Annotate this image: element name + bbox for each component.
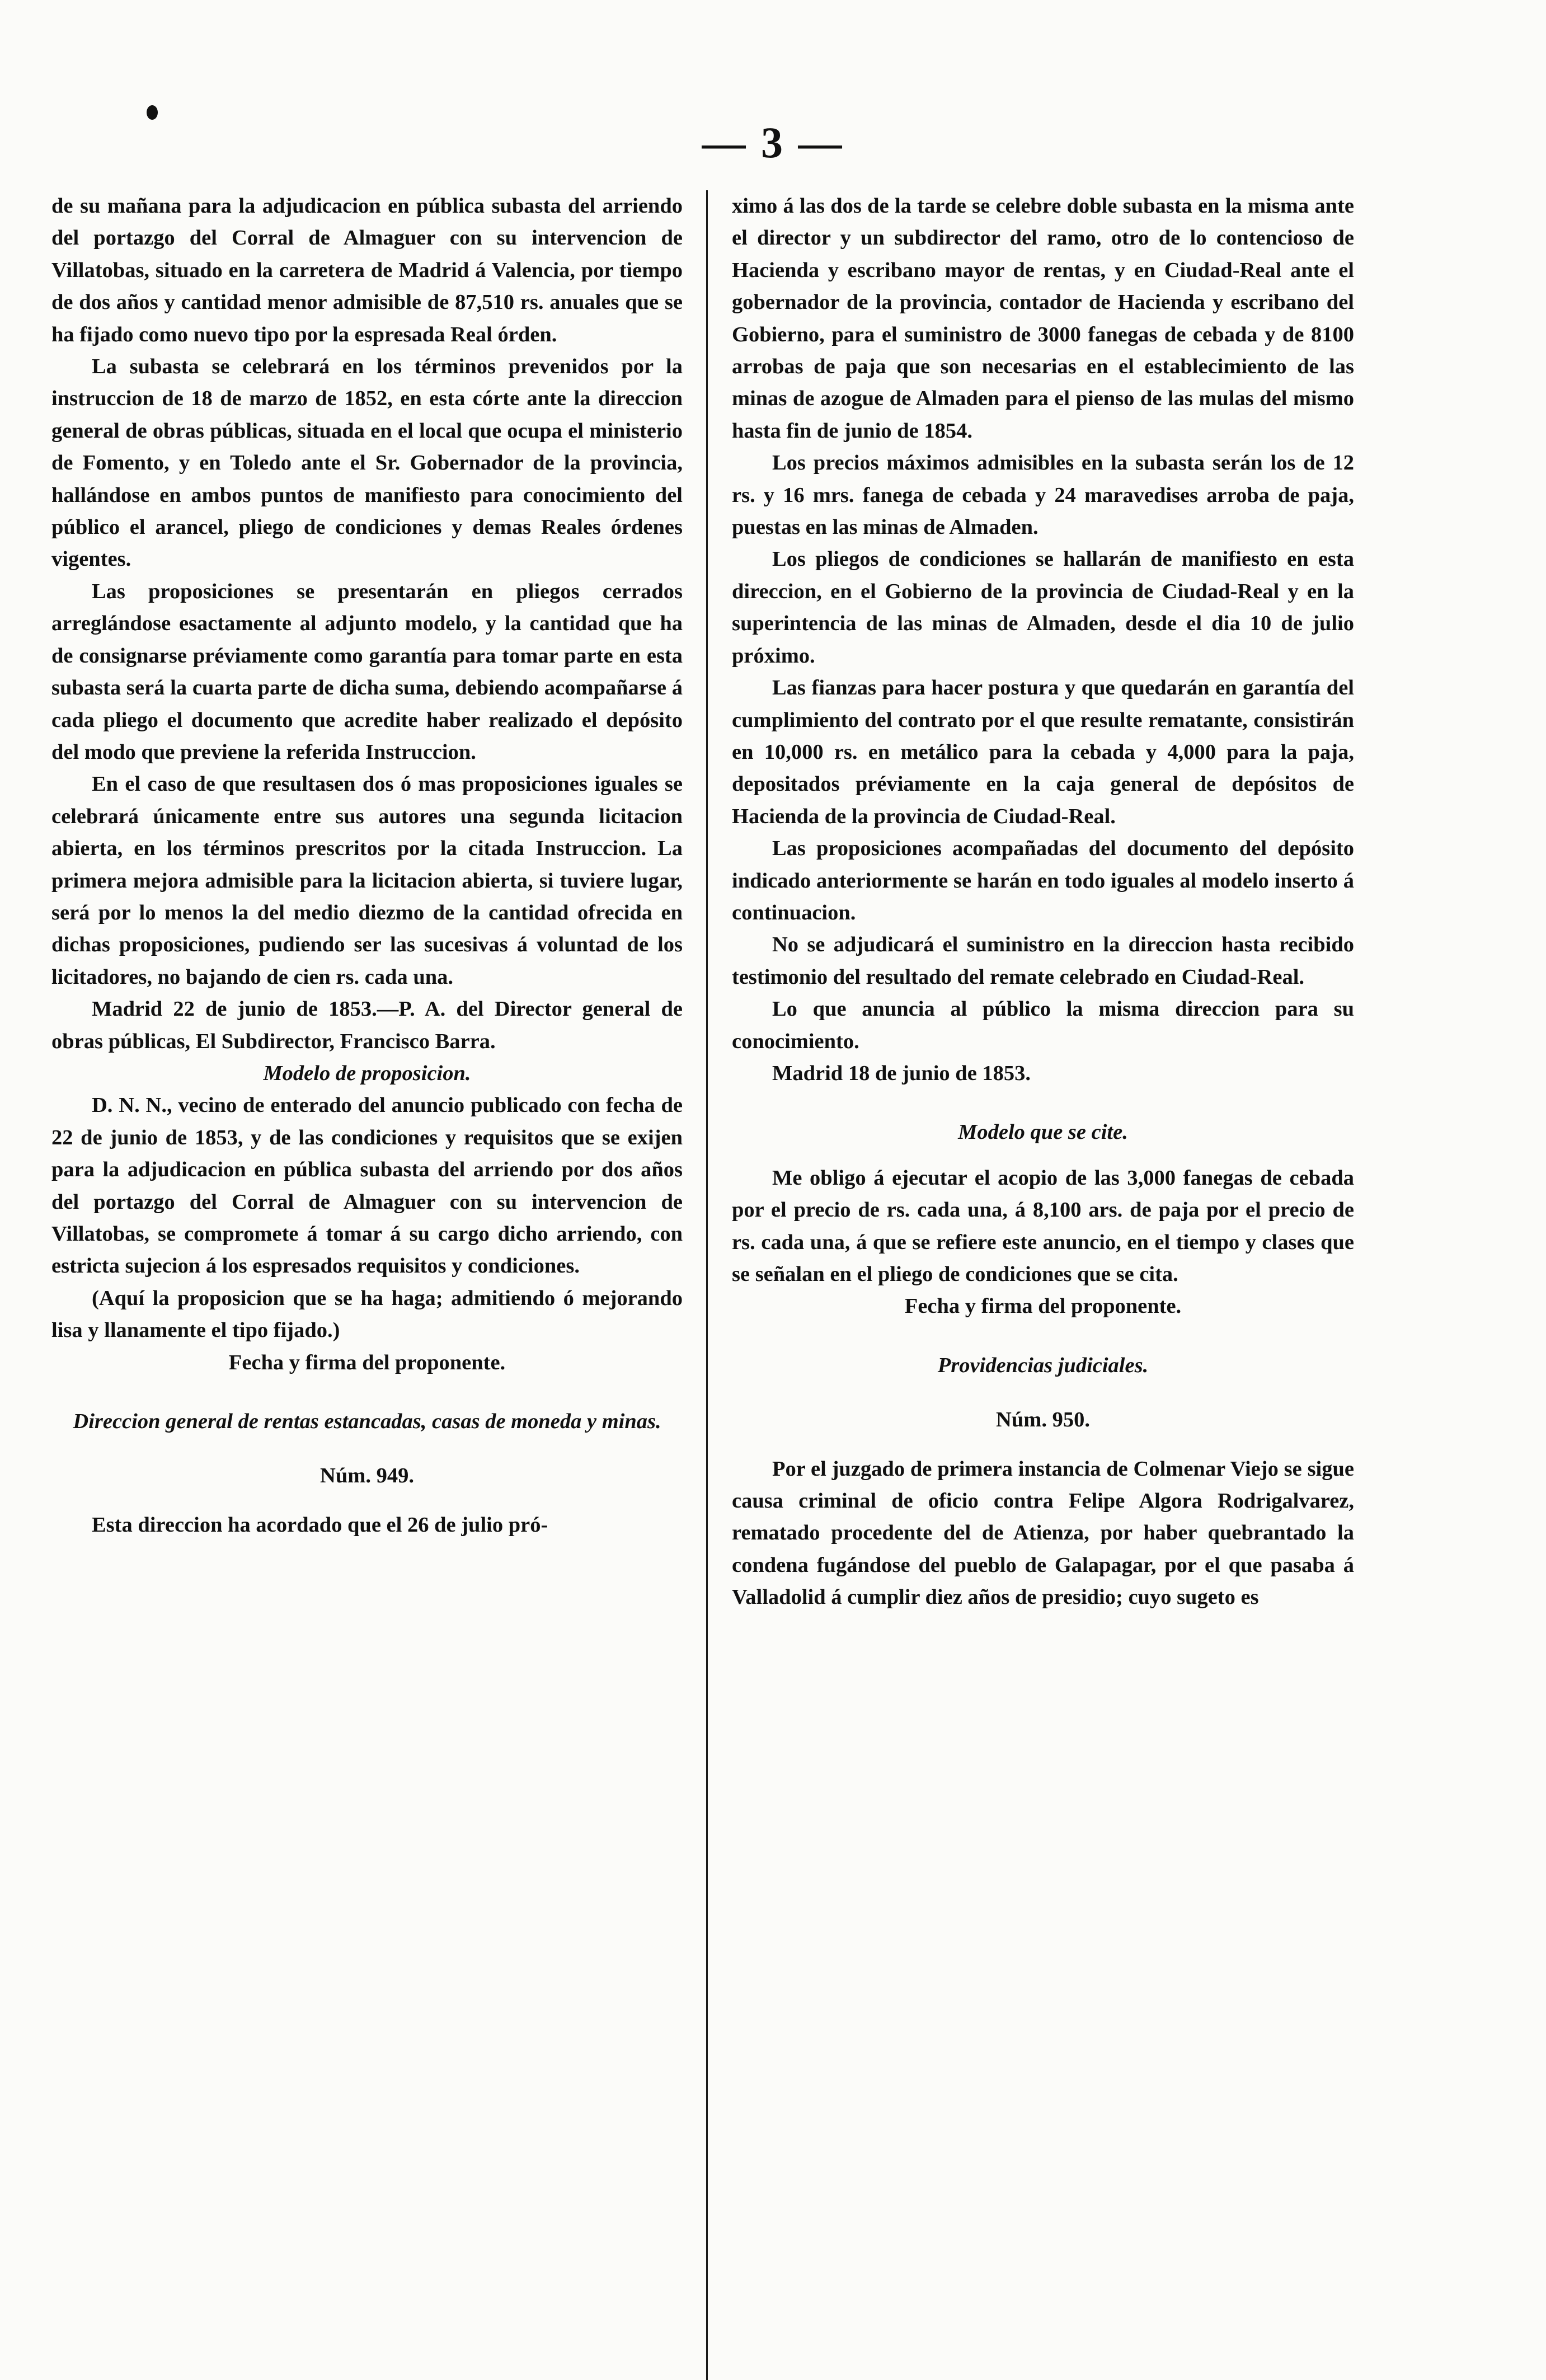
paragraph: Los precios máximos admisibles en la subasta serán los de 12 rs. y 16 mrs. fanega de cebada y 24 maravedises arroba de paja, puestas en las minas de Almaden.: [732, 451, 1354, 539]
spacer: [732, 1149, 1354, 1162]
spacer: [51, 1379, 683, 1406]
paragraph: En el caso de que resultasen dos ó mas proposiciones iguales se celebrará únicamente entre sus autores una segunda licitacion abierta, en los términos prescritos por la citada Instruccion. La primera mejora admisible para la licitacion abierta, si tuviere lugar, será por lo menos la del medio diezmo de la cantidad ofrecida en dichas proposiciones, pudiendo ser las sucesivas á voluntad de los licitadores, no bajando de cien rs. cada una.: [51, 772, 683, 989]
right-column: [732, 190, 1354, 1614]
paragraph: Las proposiciones se presentarán en pliegos cerrados arreglándose esactamente al adjunto modelo, y la cantidad que ha de consignarse préviamente como garantía para tomar parte en esta subasta será la cuarta parte de dicha suma, debiendo acompañarse á cada pliego el documento que acredite haber realizado el depósito del modo que previene la referida Instruccion.: [51, 579, 683, 764]
left-column: [51, 190, 683, 1541]
spacer: [732, 1323, 1354, 1350]
notice-number: Núm. 950.: [996, 1408, 1090, 1432]
paragraph: No se adjudicará el suministro en la direccion hasta recibido testimonio del resultado del remate celebrado en Ciudad-Real.: [732, 933, 1354, 989]
column-divider: [706, 190, 708, 2380]
paragraph: (Aquí la proposicion que se ha haga; admitiendo ó mejorando lisa y llanamente el tipo fijado.): [51, 1286, 683, 1342]
paragraph: Las fianzas para hacer postura y que quedarán en garantía del cumplimiento del contrato por el que resulte rematante, consistirán en 10,000 rs. en metálico para la cebada y 4,000 para la paja, depositados préviamente en la caja general de depósitos de Hacienda de la provincia de Ciudad-Real.: [732, 676, 1354, 828]
signature-line: Fecha y firma del proponente.: [904, 1294, 1182, 1318]
date-line: Madrid 18 de junio de 1853.: [772, 1061, 1031, 1085]
paragraph: Por el juzgado de primera instancia de Colmenar Viejo se sigue causa criminal de oficio contra Felipe Algora Rodrigalvarez, rematado procedente del de Atienza, por haber quebrantado la condena fugándose del pueblo de Galapagar, por el que pasaba á Valladolid á cumplir diez años de presidio; cuyo sugeto es: [732, 1457, 1354, 1609]
notice-number: Núm. 949.: [320, 1464, 414, 1488]
model-heading: Modelo que se cite.: [958, 1120, 1128, 1144]
model-heading: Modelo de proposicion.: [263, 1061, 471, 1085]
paragraph: Los pliegos de condiciones se hallarán de manifiesto en esta direccion, en el Gobierno de la provincia de Ciudad-Real y en la superintencia de las minas de Almaden, desde el dia 10 de julio próximo.: [732, 547, 1354, 668]
spacer: [732, 1090, 1354, 1116]
paragraph: ximo á las dos de la tarde se celebre doble subasta en la misma ante el director y un subdirector del ramo, otro de lo contencioso de Hacienda y escribano mayor de rentas, y en Ciudad-Real ante el gobernador de la provincia, contador de Hacienda y escribano del Gobierno, para el suministro de 3000 fanegas de cebada y de 8100 arrobas de paja que son necesarias en el establecimiento de las minas de azogue de Almaden para el pienso de las mulas del mismo hasta fin de junio de 1854.: [732, 194, 1354, 443]
paragraph: de su mañana para la adjudicacion en pública subasta del arriendo del portazgo del Corral de Almaguer con su intervencion de Villatobas, situado en la carretera de Madrid á Valencia, por tiempo de dos años y cantidad menor admisible de 87,510 rs. anuales que se ha fijado como nuevo tipo por la espresada Real órden.: [51, 194, 683, 346]
paragraph: Lo que anuncia al público la misma direccion para su conocimiento.: [732, 997, 1354, 1053]
paragraph: Las proposiciones acompañadas del documento del depósito indicado anteriormente se harán en todo iguales al modelo inserto á continuacion.: [732, 837, 1354, 924]
section-heading: Providencias judiciales.: [937, 1353, 1149, 1377]
page-number: — 3 —: [702, 118, 844, 167]
signature-paragraph: Madrid 22 de junio de 1853.—P. A. del Director general de obras públicas, El Subdirector, Francisco Barra.: [51, 997, 683, 1053]
paragraph: La subasta se celebrará en los términos prevenidos por la instruccion de 18 de marzo de 1852, en esta córte ante la direccion general de obras públicas, situada en el local que ocupa el ministerio de Fomento, y en Toledo ante el Sr. Gobernador de la provincia, hallándose en ambos puntos de manifiesto para conocimiento del público el arancel, pliego de condiciones y demas Reales órdenes vigentes.: [51, 355, 683, 571]
signature-line: Fecha y firma del proponente.: [228, 1350, 506, 1374]
paragraph: Esta direccion ha acordado que el 26 de julio pró-: [92, 1513, 548, 1537]
section-heading: Direccion general de rentas estancadas, casas de moneda y minas.: [73, 1410, 661, 1434]
paragraph: Me obligo á ejecutar el acopio de las 3,000 fanegas de cebada por el precio de rs. cada una, á 8,100 ars. de paja por el precio de rs. cada una, á que se refiere este anuncio, en el tiempo y clases que se señalan en el pliego de condiciones que se cita.: [732, 1166, 1354, 1286]
paragraph: D. N. N., vecino de enterado del anuncio publicado con fecha de 22 de junio de 1853, y de las condiciones y requisitos que se exijen para la adjudicacion en pública subasta del arriendo por dos años del portazgo del Corral de Almaguer con su intervencion de Villatobas, se compromete á tomar á su cargo dicho arriendo, con estricta sujecion á los espresados requisitos y condiciones.: [51, 1093, 683, 1278]
